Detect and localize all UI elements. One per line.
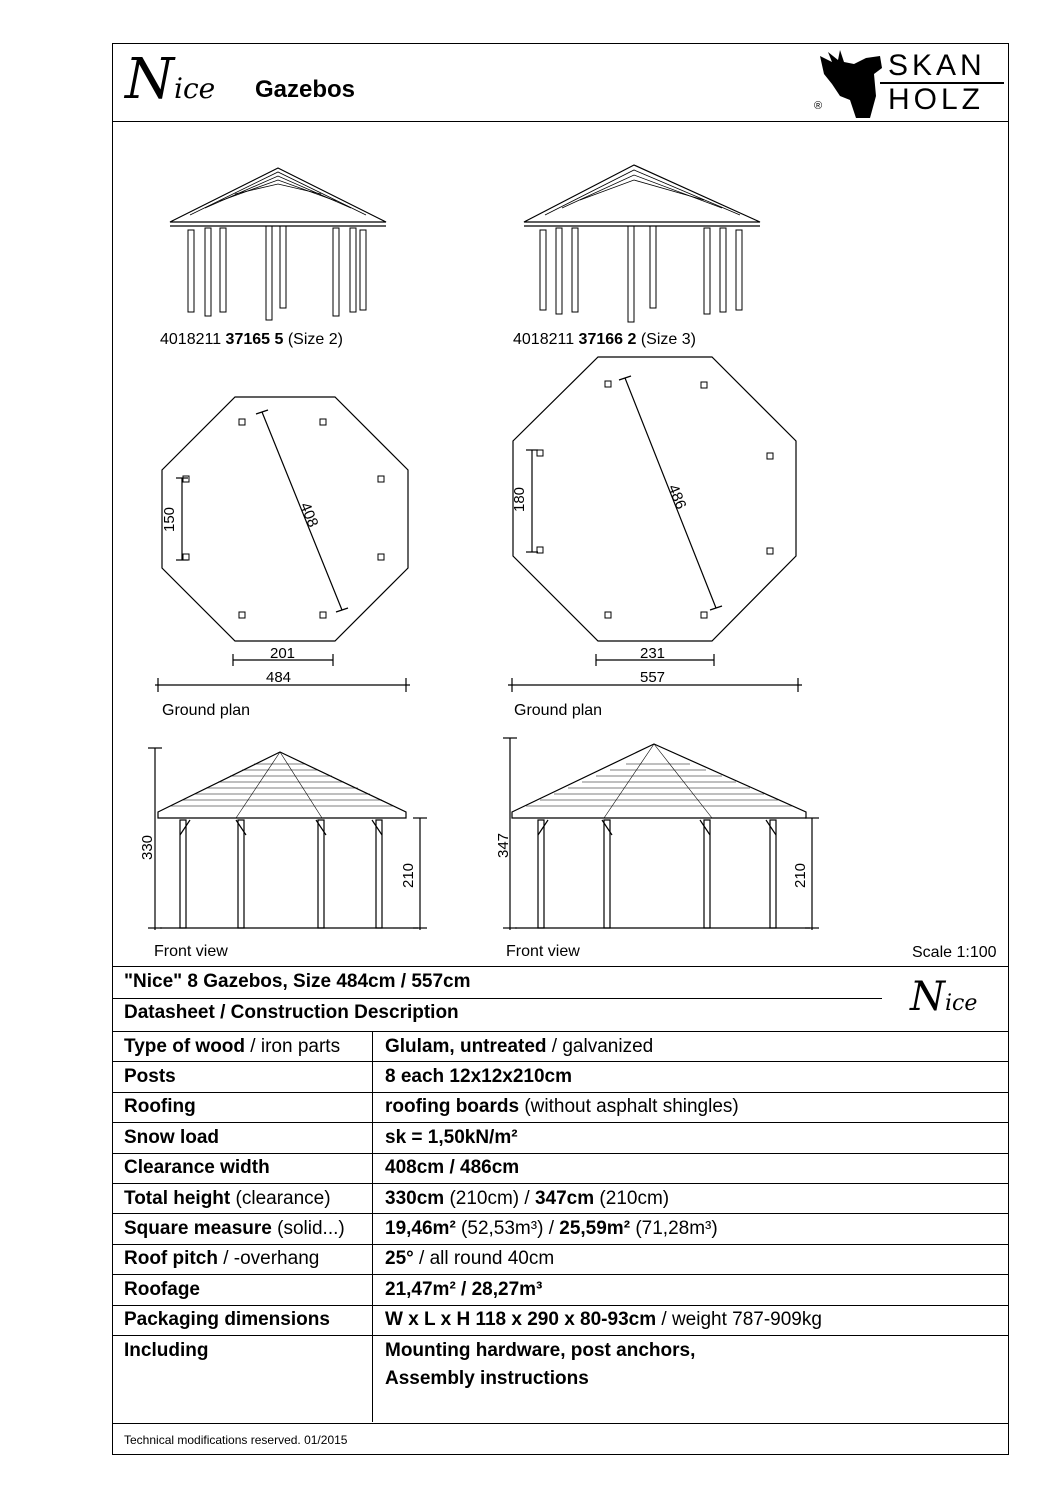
front-view-size3	[503, 738, 819, 930]
gazebo-3d-size3	[524, 165, 760, 322]
spec-key: Including	[112, 1335, 373, 1422]
gazebo-3d-size2	[170, 168, 386, 320]
brand-line1: SKAN	[888, 49, 986, 82]
datasheet-subheading: Datasheet / Construction Description	[124, 1002, 459, 1023]
spec-key: Type of wood / iron parts	[112, 1032, 373, 1062]
nice-logo-small: Nice	[910, 974, 978, 1020]
front-large-total: 347	[495, 832, 512, 858]
plan-large-diagonal: 486	[664, 482, 690, 512]
spec-value: 25° / all round 40cm	[373, 1244, 1010, 1274]
spec-value: sk = 1,50kN/m²	[373, 1123, 1010, 1153]
spec-value: Mounting hardware, post anchors, Assembly instructions	[373, 1335, 1010, 1422]
spec-row-including	[112, 1335, 1009, 1422]
spec-value: roofing boards (without asphalt shingles)	[373, 1092, 1010, 1122]
plan-large-side-h: 231	[640, 645, 666, 662]
front-view-label-size2: Front view	[154, 943, 228, 960]
footer-divider	[112, 1423, 1009, 1424]
spec-table	[112, 1031, 1009, 1422]
ground-plan-label-size2: Ground plan	[162, 702, 251, 719]
spec-key: Packaging dimensions	[112, 1305, 373, 1335]
plan-large-side-v: 180	[511, 486, 528, 512]
spec-row	[112, 1092, 1009, 1122]
brand-line2: HOLZ	[888, 83, 985, 116]
ground-plan-size3	[508, 357, 802, 692]
spec-row	[112, 1032, 1009, 1062]
spec-row	[112, 1123, 1009, 1153]
spec-key: Square measure (solid...)	[112, 1214, 373, 1244]
spec-row	[112, 1062, 1009, 1092]
datasheet-heading: "Nice" 8 Gazebos, Size 484cm / 557cm	[124, 971, 471, 992]
front-large-clear: 210	[792, 862, 809, 888]
size2-code: 4018211 37165 5 (Size 2)	[160, 331, 343, 348]
spec-value: Glulam, untreated / galvanized	[373, 1032, 1010, 1062]
spec-key: Snow load	[112, 1123, 373, 1153]
spec-row	[112, 1305, 1009, 1335]
spec-key: Clearance width	[112, 1153, 373, 1183]
spec-value: 330cm (210cm) / 347cm (210cm)	[373, 1183, 1010, 1213]
heading-divider	[112, 998, 882, 999]
front-small-total: 330	[139, 834, 156, 860]
plan-small-width: 484	[266, 669, 292, 686]
front-small-clear: 210	[400, 862, 417, 888]
spec-row	[112, 1153, 1009, 1183]
spec-key: Posts	[112, 1062, 373, 1092]
registered-mark: ®	[814, 100, 823, 112]
front-view-label-size3: Front view	[506, 943, 580, 960]
footer-note: Technical modifications reserved. 01/2015	[124, 1433, 348, 1447]
spec-value: 408cm / 486cm	[373, 1153, 1010, 1183]
plan-small-side-h: 201	[270, 645, 296, 662]
nice-logo: Nice	[125, 47, 216, 112]
plan-large-width: 557	[640, 669, 666, 686]
plan-small-diagonal: 408	[296, 500, 322, 530]
plan-small-side-v: 150	[161, 506, 178, 532]
spec-row	[112, 1244, 1009, 1274]
size3-code: 4018211 37166 2 (Size 3)	[513, 331, 696, 348]
spec-key: Roof pitch / -overhang	[112, 1244, 373, 1274]
front-view-size2	[148, 748, 427, 930]
spec-row	[112, 1275, 1009, 1305]
spec-value: 21,47m² / 28,27m³	[373, 1275, 1010, 1305]
spec-key: Total height (clearance)	[112, 1183, 373, 1213]
spec-key: Roofing	[112, 1092, 373, 1122]
spec-key: Roofage	[112, 1275, 373, 1305]
spec-row	[112, 1214, 1009, 1244]
spec-value: W x L x H 118 x 290 x 80-93cm / weight 787-909kg	[373, 1305, 1010, 1335]
spec-value: 19,46m² (52,53m³) / 25,59m² (71,28m³)	[373, 1214, 1010, 1244]
scale-label: Scale 1:100	[912, 944, 997, 961]
spec-row	[112, 1183, 1009, 1213]
spec-value: 8 each 12x12x210cm	[373, 1062, 1010, 1092]
ground-plan-label-size3: Ground plan	[514, 702, 603, 719]
page-title: Gazebos	[255, 76, 356, 103]
datasheet-divider	[112, 966, 1009, 967]
